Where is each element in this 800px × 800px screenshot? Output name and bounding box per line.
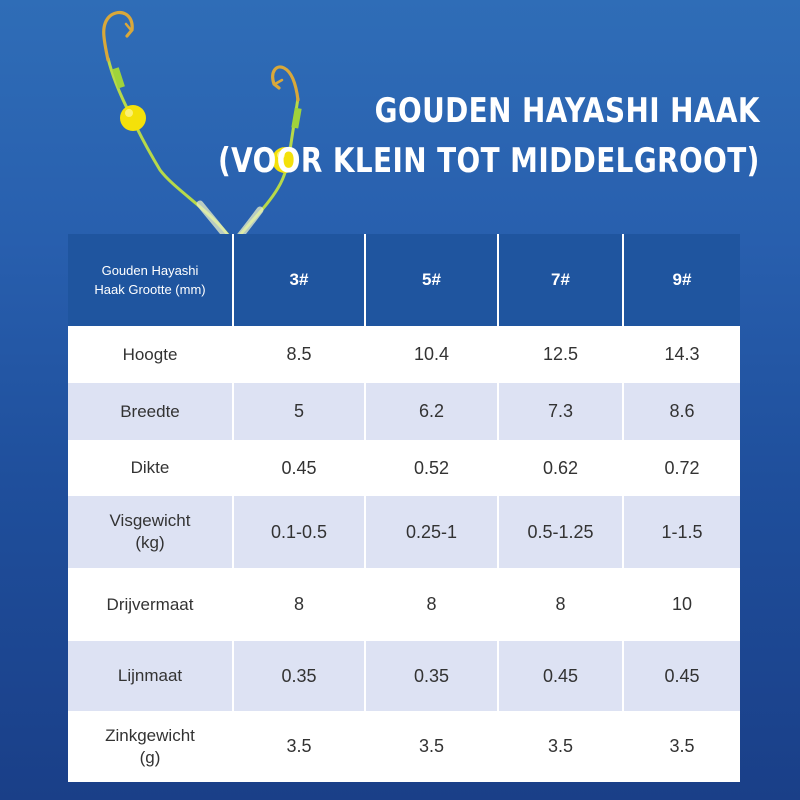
table-cell: 0.35: [365, 641, 498, 711]
table-cell: 0.35: [233, 641, 365, 711]
title-line-2: (VOOR KLEIN TOT MIDDELGROOT): [218, 141, 760, 181]
table-cell: 8: [498, 568, 623, 641]
right-sleeve: [240, 210, 260, 236]
table-row: [68, 383, 740, 440]
table-cell: 3.5: [365, 711, 498, 782]
table-row: [68, 440, 740, 496]
table-cell: 0.45: [498, 641, 623, 711]
table-cell: 3.5: [623, 711, 740, 782]
table-cell: 14.3: [623, 326, 740, 383]
table-cell: 12.5: [498, 326, 623, 383]
left-line: [108, 58, 232, 240]
left-sleeve: [200, 204, 226, 236]
left-bead: [120, 105, 146, 131]
row-label-line: Lijnmaat: [117, 666, 183, 685]
table-cell: 10.4: [365, 326, 498, 383]
table-row: [68, 496, 740, 568]
specification-table: [68, 234, 740, 782]
row-label-line: Breedte: [120, 401, 180, 421]
row-label-line: (g): [139, 747, 161, 767]
table-cell: 0.72: [623, 440, 740, 496]
table-cell: 1-1.5: [623, 496, 740, 568]
row-label-line: Dikte: [130, 458, 170, 477]
row-label: [68, 326, 233, 383]
table-cell: 7.3: [498, 383, 623, 440]
table-cell: 0.52: [365, 440, 498, 496]
left-hook: [104, 12, 132, 60]
table-row: [68, 568, 740, 641]
table-header-row: [68, 234, 740, 326]
row-label-line: Zinkgewicht: [105, 725, 195, 745]
table-row: [68, 326, 740, 383]
table-row: [68, 641, 740, 711]
table-cell: 8: [365, 568, 498, 641]
row-label: [68, 711, 233, 782]
table-cell: 6.2: [365, 383, 498, 440]
table-cell: 8: [233, 568, 365, 641]
row-label: [68, 568, 233, 641]
right-hook-barb: [275, 80, 282, 84]
size-header: 7#: [498, 234, 623, 326]
table-cell: 0.25-1: [365, 496, 498, 568]
row-label: [68, 496, 233, 568]
size-header: 3#: [233, 234, 365, 326]
page-title: [218, 86, 760, 186]
title-line-1: GOUDEN HAYASHI HAAK: [374, 91, 760, 131]
table-cell: 0.62: [498, 440, 623, 496]
table-cell: 0.1-0.5: [233, 496, 365, 568]
table-cell: 0.5-1.25: [498, 496, 623, 568]
size-header: 5#: [365, 234, 498, 326]
row-label-line: (kg): [135, 533, 165, 552]
row-label-line: Hoogte: [122, 344, 178, 364]
table-cell: 3.5: [498, 711, 623, 782]
table-cell: 0.45: [233, 440, 365, 496]
row-label: [68, 440, 233, 496]
row-label-line: Drijvermaat: [106, 594, 194, 614]
row-label-line: Visgewicht: [109, 511, 191, 530]
table-cell: 0.45: [623, 641, 740, 711]
table-cell: 10: [623, 568, 740, 641]
table-cell: 8.5: [233, 326, 365, 383]
left-hook-barb: [126, 24, 131, 30]
size-header: 9#: [623, 234, 740, 326]
corner-header: [68, 234, 233, 326]
table-cell: 8.6: [623, 383, 740, 440]
corner-header-line-1: Gouden Hayashi: [101, 263, 199, 278]
table-cell: 5: [233, 383, 365, 440]
row-label: [68, 641, 233, 711]
table-row: [68, 711, 740, 782]
table-cell: 3.5: [233, 711, 365, 782]
corner-header-line-2: Haak Grootte (mm): [94, 282, 206, 297]
row-label: [68, 383, 233, 440]
